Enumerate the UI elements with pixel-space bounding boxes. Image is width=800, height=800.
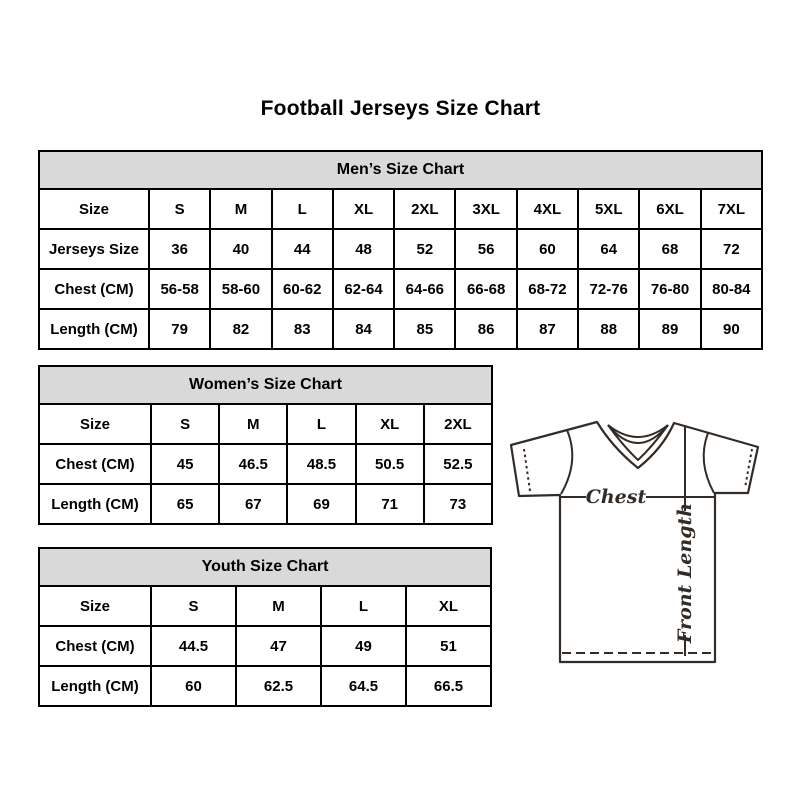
- row-label: Length (CM): [39, 484, 151, 524]
- size-value-cell: S: [151, 404, 219, 444]
- size-value-cell: 49: [321, 626, 406, 666]
- size-value-cell: 45: [151, 444, 219, 484]
- row-label: Chest (CM): [39, 626, 151, 666]
- size-value-cell: XL: [406, 586, 491, 626]
- size-value-cell: 64: [578, 229, 639, 269]
- size-value-cell: S: [151, 586, 236, 626]
- size-value-cell: 73: [424, 484, 492, 524]
- size-value-cell: 64-66: [394, 269, 455, 309]
- chest-label: Chest: [585, 486, 647, 508]
- table-row: [39, 626, 491, 666]
- size-value-cell: 76-80: [639, 269, 700, 309]
- jersey-measurement-diagram: [503, 398, 773, 673]
- size-value-cell: 5XL: [578, 189, 639, 229]
- size-value-cell: 2XL: [394, 189, 455, 229]
- men-table-title: Men’s Size Chart: [39, 151, 762, 189]
- size-value-cell: XL: [356, 404, 424, 444]
- jersey-diagram-svg: [503, 398, 773, 673]
- youth-table-title: Youth Size Chart: [39, 548, 491, 586]
- size-value-cell: 66-68: [455, 269, 516, 309]
- size-value-cell: 60-62: [272, 269, 333, 309]
- row-label: Length (CM): [39, 666, 151, 706]
- size-value-cell: 67: [219, 484, 287, 524]
- collar-back-arc-lower: [608, 425, 668, 443]
- size-value-cell: L: [287, 404, 355, 444]
- row-label: Length (CM): [39, 309, 149, 349]
- size-value-cell: 72-76: [578, 269, 639, 309]
- size-value-cell: 66.5: [406, 666, 491, 706]
- size-value-cell: 56-58: [149, 269, 210, 309]
- page-title: Football Jerseys Size Chart: [260, 97, 541, 120]
- size-value-cell: M: [210, 189, 271, 229]
- women-table-title: Women’s Size Chart: [39, 366, 492, 404]
- size-value-cell: 7XL: [701, 189, 762, 229]
- left-cuff-dashed-seam: [524, 449, 530, 491]
- size-value-cell: 2XL: [424, 404, 492, 444]
- size-value-cell: 82: [210, 309, 271, 349]
- size-value-cell: 68-72: [517, 269, 578, 309]
- size-value-cell: 48: [333, 229, 394, 269]
- table-row: [39, 444, 492, 484]
- size-value-cell: 44.5: [151, 626, 236, 666]
- size-value-cell: 87: [517, 309, 578, 349]
- front-length-label: Front Length: [674, 502, 696, 644]
- size-value-cell: 62-64: [333, 269, 394, 309]
- size-value-cell: 52.5: [424, 444, 492, 484]
- size-value-cell: M: [236, 586, 321, 626]
- size-value-cell: L: [321, 586, 406, 626]
- size-value-cell: 88: [578, 309, 639, 349]
- size-value-cell: 48.5: [287, 444, 355, 484]
- row-label: Jerseys Size: [39, 229, 149, 269]
- size-value-cell: 50.5: [356, 444, 424, 484]
- row-label: Chest (CM): [39, 444, 151, 484]
- row-label: Size: [39, 189, 149, 229]
- table-row: [39, 229, 762, 269]
- table-row: [39, 586, 491, 626]
- size-value-cell: 72: [701, 229, 762, 269]
- table-row: [39, 269, 762, 309]
- table-row: [39, 484, 492, 524]
- size-value-cell: 69: [287, 484, 355, 524]
- size-value-cell: 47: [236, 626, 321, 666]
- size-value-cell: 68: [639, 229, 700, 269]
- size-value-cell: 6XL: [639, 189, 700, 229]
- size-value-cell: 51: [406, 626, 491, 666]
- size-value-cell: 56: [455, 229, 516, 269]
- size-value-cell: 64.5: [321, 666, 406, 706]
- size-value-cell: 86: [455, 309, 516, 349]
- table-row: [39, 189, 762, 229]
- size-value-cell: M: [219, 404, 287, 444]
- row-label: Size: [39, 404, 151, 444]
- size-value-cell: 4XL: [517, 189, 578, 229]
- table-row: [39, 666, 491, 706]
- size-value-cell: 60: [517, 229, 578, 269]
- size-value-cell: 62.5: [236, 666, 321, 706]
- size-value-cell: 52: [394, 229, 455, 269]
- size-value-cell: 3XL: [455, 189, 516, 229]
- size-value-cell: 46.5: [219, 444, 287, 484]
- size-value-cell: 40: [210, 229, 271, 269]
- size-value-cell: 58-60: [210, 269, 271, 309]
- table-row: [39, 309, 762, 349]
- size-value-cell: 84: [333, 309, 394, 349]
- size-value-cell: 85: [394, 309, 455, 349]
- size-value-cell: 80-84: [701, 269, 762, 309]
- right-armhole-seam: [704, 433, 714, 493]
- size-value-cell: 60: [151, 666, 236, 706]
- size-value-cell: 65: [151, 484, 219, 524]
- youth-size-table: [38, 547, 492, 707]
- table-row: [39, 404, 492, 444]
- size-value-cell: XL: [333, 189, 394, 229]
- mens-size-table: [38, 150, 763, 350]
- womens-size-table: [38, 365, 493, 525]
- size-value-cell: 90: [701, 309, 762, 349]
- size-value-cell: S: [149, 189, 210, 229]
- size-value-cell: 79: [149, 309, 210, 349]
- size-value-cell: 89: [639, 309, 700, 349]
- left-armhole-seam: [561, 430, 572, 494]
- size-value-cell: 44: [272, 229, 333, 269]
- row-label: Chest (CM): [39, 269, 149, 309]
- size-value-cell: 71: [356, 484, 424, 524]
- row-label: Size: [39, 586, 151, 626]
- size-value-cell: L: [272, 189, 333, 229]
- size-value-cell: 83: [272, 309, 333, 349]
- size-value-cell: 36: [149, 229, 210, 269]
